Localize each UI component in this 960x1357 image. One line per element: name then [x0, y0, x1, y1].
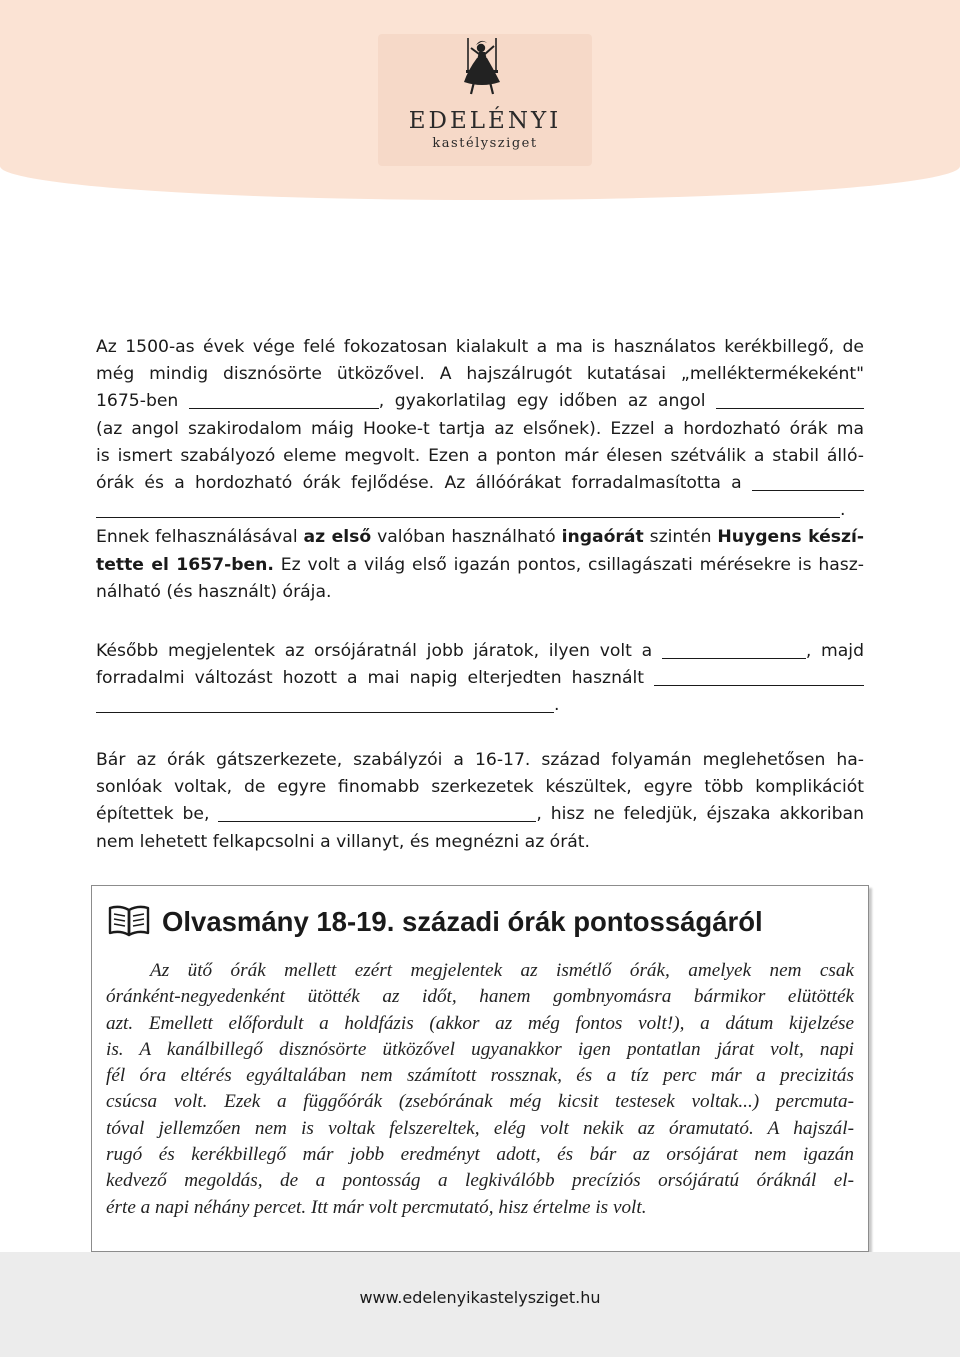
text-segment: , gyakorlatilag egy időben az angol [378, 391, 706, 412]
text-line [96, 552, 864, 579]
text-segment: építettek be, [96, 804, 210, 825]
text-segment: Ez volt a világ első igazán pontos, csillagászati mérésekre is hasz- [273, 554, 864, 575]
fill-in-blank[interactable] [716, 391, 864, 409]
reading-line: is. A kanálbillegő disznósörte ütközővel ugyanakkor igen pontatlan járat volt, napi [106, 1038, 854, 1060]
text-segment: órák és a hordozható órák fejlődése. Az állóórákat forradalmasította a [96, 472, 742, 493]
fill-in-blank[interactable] [654, 668, 864, 686]
text-segment: Később megjelentek az orsójáratnál jobb járatok, ilyen volt a [96, 641, 653, 661]
reading-line: óránként-negyedenként ütötték az időt, hanem gombnyomásra bármikor elütötték [106, 986, 854, 1008]
text-line [96, 524, 864, 551]
reading-line: rugó és kerékbillegő már jobb eredményt adott, és bár az orsójárat nem igazán [106, 1144, 854, 1166]
text-segment: . [840, 500, 846, 521]
text-line [96, 638, 864, 665]
fill-in-blank[interactable] [96, 695, 554, 713]
reading-line: kedvező megoldás, de a pontosság a legkiválóbb precíziós orsójáratú óráknál el- [106, 1170, 854, 1192]
text-line: Az 1500-as évek vége felé fokozatosan kialakult a ma is használatos kerékbillegő, de [96, 337, 864, 357]
reading-line: tóval jellemzően nem is voltak felszereltek, elég volt nekik az óramutató. A hajszál- [106, 1117, 854, 1139]
text-line: (az angol szakirodalom máig Hooke-t tartja az elsőnek). Ezzel a hordozható órák ma [96, 418, 864, 439]
text-segment: . [554, 695, 560, 716]
text-line [96, 497, 864, 524]
bold-text: Huygens készí- [717, 527, 864, 548]
text-segment: forradalmi változást hozott a mai napig elterjedten használt [96, 668, 645, 689]
text-segment: Ennek felhasználásával [96, 527, 304, 548]
swing-lady-logo-icon [454, 36, 510, 100]
text-line [96, 801, 864, 828]
reading-line: fél óra eltérés egyáltalában nem számított rossznak, és a tíz perc már a precizitás [106, 1065, 854, 1087]
text-line [96, 665, 864, 692]
logo-subtitle: kastélysziget [432, 136, 538, 151]
reading-line: Az ütő órák mellett ezért megjelentek az ismétlő órák, amelyek nem csak [150, 960, 854, 981]
text-line [96, 692, 864, 719]
text-segment: valóban használható [371, 527, 562, 548]
footer-website-link[interactable]: www.edelenyikastelysziget.hu [359, 1288, 601, 1307]
text-line: nem lehetett felkapcsolni a villanyt, és megnézni az órát. [96, 831, 590, 852]
fill-in-blank[interactable] [96, 500, 840, 518]
open-book-icon [108, 905, 150, 937]
bold-text: ingaórát [561, 527, 644, 548]
text-segment: , majd [805, 641, 864, 661]
paragraph-2 [96, 638, 864, 720]
fill-in-blank[interactable] [752, 473, 864, 491]
text-line: is ismert szabályozó eleme megvolt. Ezen a ponton már élesen szétválik a stabil álló- [96, 445, 864, 466]
text-line: sonlóak voltak, de egyre finomabb szerkezetek készültek, egyre több komplikációt [96, 777, 864, 798]
fill-in-blank[interactable] [662, 641, 806, 659]
paragraph-3 [96, 747, 864, 856]
text-line [96, 388, 864, 415]
bold-text: tette el 1657-ben. [96, 554, 274, 575]
reading-title: Olvasmány 18-19. századi órák pontosságáról [162, 906, 763, 937]
text-line: még mindig disznósörte ütközővel. A hajszálrugót kutatásai „melléktermékeként" [96, 364, 864, 385]
reading-line: azt. Emellett előfordult a holdfázis (akkor az még fontos volt!), a dátum kijelzése [106, 1012, 854, 1034]
text-line: nálható (és használt) órája. [96, 581, 332, 602]
paragraph-1 [96, 334, 864, 606]
logo-name: EDELÉNYI [408, 108, 562, 134]
reading-line: csúcsa volt. Ezek a függőórák (zsebórának még kicsit testesek voltak...) percmuta- [106, 1091, 854, 1113]
bold-text: az első [303, 527, 372, 548]
text-line: Bár az órák gátszerkezete, szabályzói a 16-17. század folyamán meglehetősen ha- [96, 750, 864, 770]
fill-in-blank[interactable] [189, 391, 379, 409]
reading-line: érte a napi néhány percet. Itt már volt percmutató, hisz értelme is volt. [106, 1196, 647, 1218]
text-segment: 1675-ben [96, 391, 179, 412]
reading-text [106, 958, 854, 1221]
text-segment: szintén [643, 527, 718, 548]
text-segment: , hisz ne feledjük, éjszaka akkoriban [536, 804, 864, 825]
fill-in-blank[interactable] [218, 804, 536, 822]
text-line [96, 470, 864, 497]
